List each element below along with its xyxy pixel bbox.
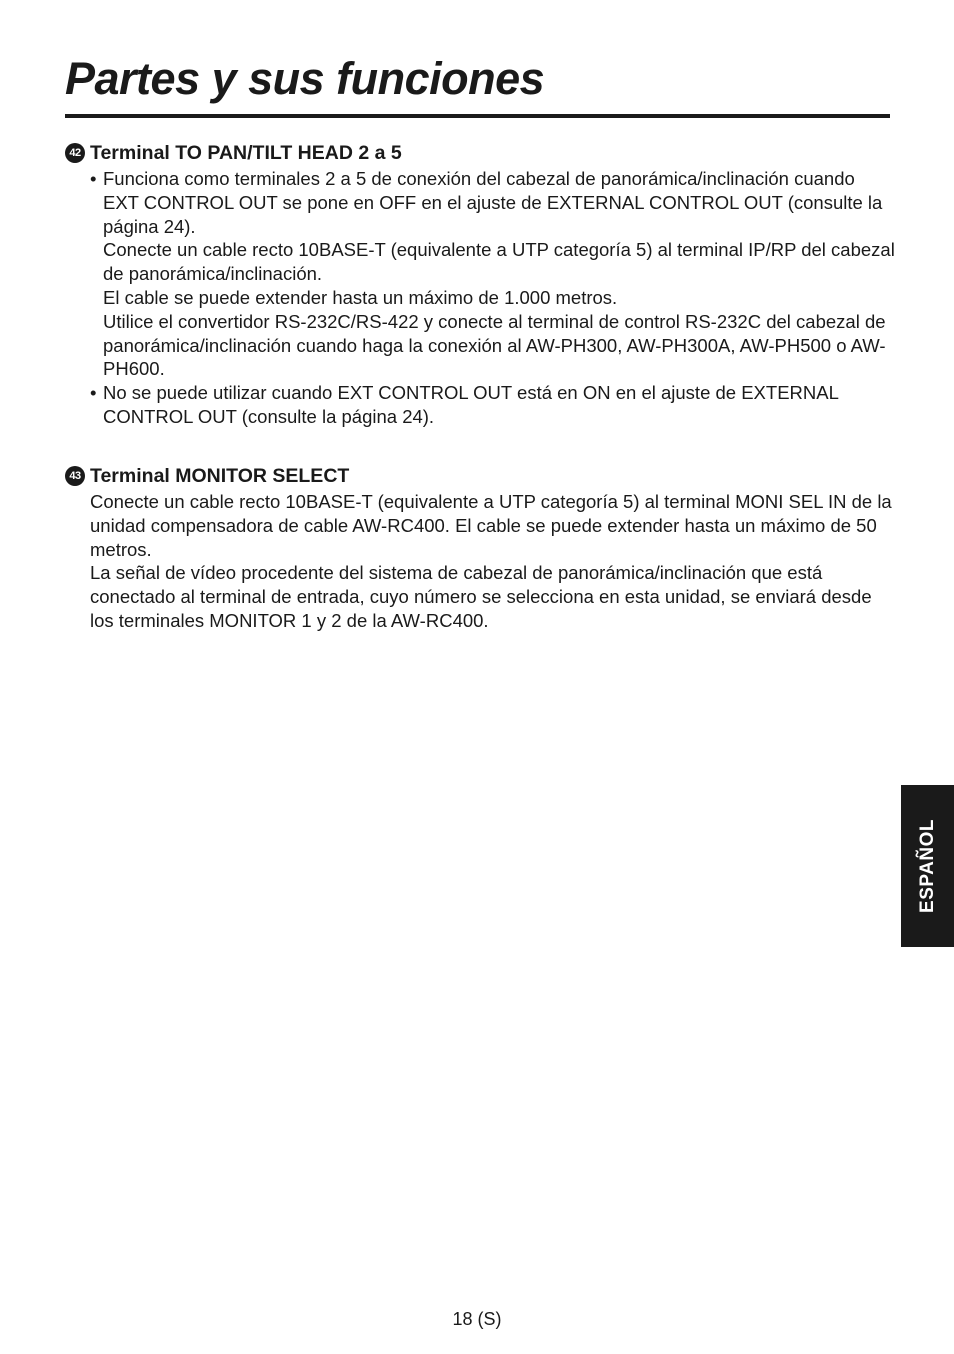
paragraph: El cable se puede extender hasta un máximo de 1.000 metros. bbox=[103, 286, 618, 308]
section-pan-tilt-terminal bbox=[65, 141, 895, 429]
section-body bbox=[65, 490, 895, 633]
language-side-tab bbox=[901, 785, 954, 947]
paragraph: Conecte un cable recto 10BASE-T (equivalente a UTP categoría 5) al terminal IP/RP del cabezal de panorámica/inclinación. bbox=[103, 239, 895, 285]
item-number-badge: 42 bbox=[65, 143, 85, 163]
section-monitor-select-terminal bbox=[65, 464, 895, 633]
bullet-list bbox=[65, 167, 895, 429]
page-title: Partes y sus funciones bbox=[65, 53, 545, 104]
paragraph: Conecte un cable recto 10BASE-T (equivalente a UTP categoría 5) al terminal MONI SEL IN de la unidad compensadora de cable AW-RC400. El cable se puede extender hasta un máximo de 50 metros. bbox=[90, 491, 892, 560]
paragraph: La señal de vídeo procedente del sistema de cabezal de panorámica/inclinación que está conectado al terminal de entrada, cuyo número se selecciona en esta unidad, se enviará desde los terminales MONITOR 1 y 2 de la AW-RC400. bbox=[90, 562, 872, 631]
section-heading bbox=[65, 141, 895, 165]
language-side-tab-label: ESPAÑOL bbox=[916, 819, 938, 913]
bullet-item bbox=[90, 381, 895, 429]
paragraph: • No se puede utilizar cuando EXT CONTROL OUT está en ON en el ajuste de EXTERNAL CONTROL OUT (consulte la página 24). bbox=[103, 382, 839, 427]
section-heading-text: Terminal TO PAN/TILT HEAD 2 a 5 bbox=[90, 142, 402, 164]
paragraph: • Funciona como terminales 2 a 5 de conexión del cabezal de panorámica/inclinación cuando EXT CONTROL OUT se pone en OFF en el ajuste de EXTERNAL CONTROL OUT (consulte la página 24). bbox=[103, 168, 883, 237]
page-number: 18 (S) bbox=[452, 1309, 502, 1329]
title-divider bbox=[65, 114, 890, 118]
paragraph: Utilice el convertidor RS-232C/RS-422 y conecte al terminal de control RS-232C del cabezal de panorámica/inclinación cuando haga la conexión al AW-PH300, AW-PH300A, AW-PH500 o AW-PH600. bbox=[103, 310, 886, 380]
item-number-badge: 43 bbox=[65, 466, 85, 486]
bullet-item bbox=[90, 167, 895, 381]
section-heading bbox=[65, 464, 895, 488]
section-heading-text: Terminal MONITOR SELECT bbox=[90, 465, 350, 487]
